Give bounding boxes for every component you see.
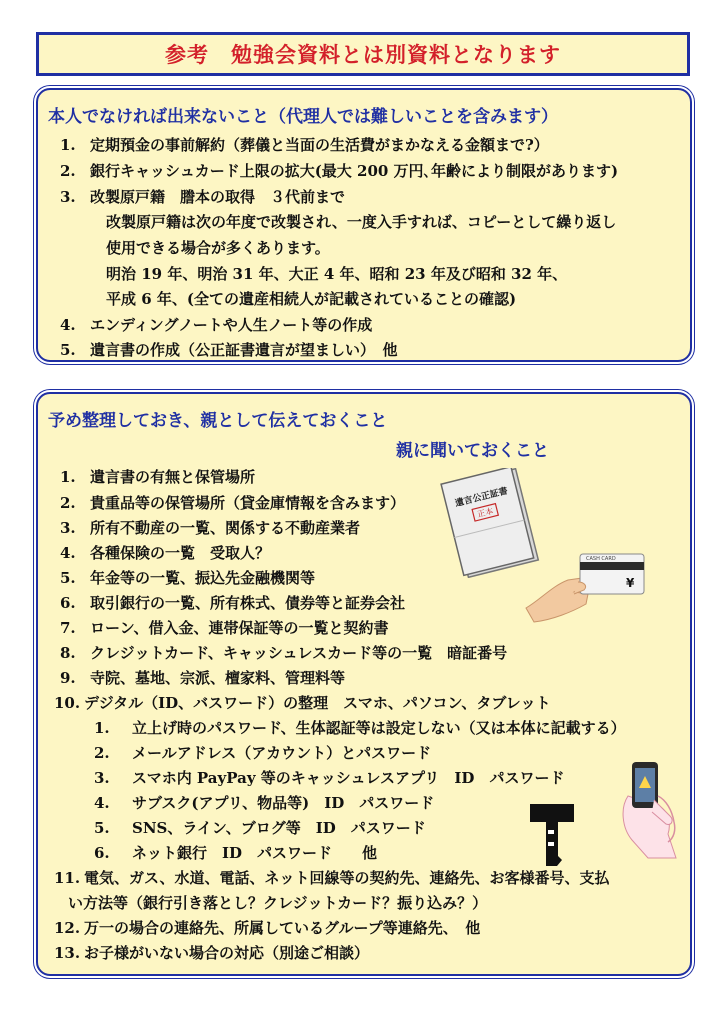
page-title-box xyxy=(36,32,690,76)
sub-list-item: 5. SNS、ライン、ブログ等 ID パスワード xyxy=(94,819,426,837)
cash-card-icon xyxy=(522,546,650,626)
sub-list-item: 6. ネット銀行 ID パスワード 他 xyxy=(94,844,378,862)
list-item: 1. 定期預金の事前解約（葬儀と当面の生活費がまかなえる金額まで?） xyxy=(60,136,549,154)
list-item: 7. ローン、借入金、連帯保証等の一覧と契約書 xyxy=(60,619,389,637)
list-item: 9. 寺院、墓地、宗派、檀家料、管理料等 xyxy=(60,669,346,687)
page-title: 参考 勉強会資料とは別資料となります xyxy=(165,42,561,67)
sub-list-item: 4. サブスク(アプリ、物品等) ID パスワード xyxy=(94,794,435,812)
list-item: 11. 電気、ガス、水道、電話、ネット回線等の契約先、連絡先、お客様番号、支払 xyxy=(54,869,610,887)
section-self-only-panel xyxy=(36,88,692,362)
will-book-stamp: 正本 xyxy=(476,506,495,520)
sub-list-item: 2. メールアドレス（アカウント）とパスワード xyxy=(94,744,432,762)
list-item: 10. デジタル（ID、バスワード）の整理 スマホ、パソコン、タブレット xyxy=(54,694,551,712)
sub-list-item: 3. スマホ内 PayPay 等のキャッシュレスアプリ ID パスワード xyxy=(94,769,565,787)
list-item: 13. お子様がいない場合の対応（別途ご相談） xyxy=(54,944,370,962)
list-item: 2. 銀行キャッシュカード上限の拡大(最大 200 万円､年齢により制限があります) xyxy=(60,162,619,180)
list-item: 12. 万一の場合の連絡先、所属しているグループ等連絡先、 他 xyxy=(54,919,481,937)
list-item-continuation: 改製原戸籍は次の年度で改製され、一度入手すれば、コピーとして繰り返し xyxy=(106,213,617,231)
section2-subheading: 親に聞いておくこと xyxy=(396,441,549,461)
list-item: 2. 貴重品等の保管場所（貸金庫情報を含みます） xyxy=(60,494,406,512)
sub-list-item: 1. 立上げ時のパスワード、生体認証等は設定しない（又は本体に記載する） xyxy=(94,719,626,737)
card-label: CASH CARD xyxy=(586,556,616,562)
list-item-continuation: 明治 19 年、明治 31 年、大正 4 年、昭和 23 年及び昭和 32 年、 xyxy=(106,265,568,283)
list-item: 1. 遺言書の有無と保管場所 xyxy=(60,468,256,486)
list-item: 5. 遺言書の作成（公正証書遺言が望ましい） 他 xyxy=(60,341,398,359)
list-item: 4. エンディングノートや人生ノート等の作成 xyxy=(60,316,373,334)
list-item: 4. 各種保険の一覧 受取人？ xyxy=(60,544,271,562)
list-item: 5. 年金等の一覧、振込先金融機関等 xyxy=(60,569,316,587)
will-book-title: 遺言公正証書 xyxy=(454,486,510,510)
section-prepare-panel xyxy=(36,392,692,976)
card-symbol: ¥ xyxy=(626,576,635,590)
list-item: 8. クレジットカード、キャッシュレスカード等の一覧 暗証番号 xyxy=(60,644,508,662)
key-icon xyxy=(524,800,580,870)
list-item-continuation: 平成 6 年、(全ての遺産相続人が記載されていることの確認) xyxy=(106,290,517,308)
list-item: 3. 所有不動産の一覧、関係する不動産業者 xyxy=(60,519,361,537)
section1-heading: 本人でなければ出来ないこと（代理人では難しいことを含みます） xyxy=(48,107,558,127)
list-item-continuation: 使用できる場合が多くあります。 xyxy=(106,239,330,257)
list-item: 3. 改製原戸籍 謄本の取得 ３代前まで xyxy=(60,188,346,206)
section2-heading: 予め整理しておき、親として伝えておくこと xyxy=(48,411,388,431)
list-item-continuation: い方法等（銀行引き落とし？クレジットカード？振り込み？） xyxy=(68,894,488,912)
list-item: 6. 取引銀行の一覧、所有株式、債券等と証券会社 xyxy=(60,594,406,612)
smartphone-icon xyxy=(614,756,698,860)
